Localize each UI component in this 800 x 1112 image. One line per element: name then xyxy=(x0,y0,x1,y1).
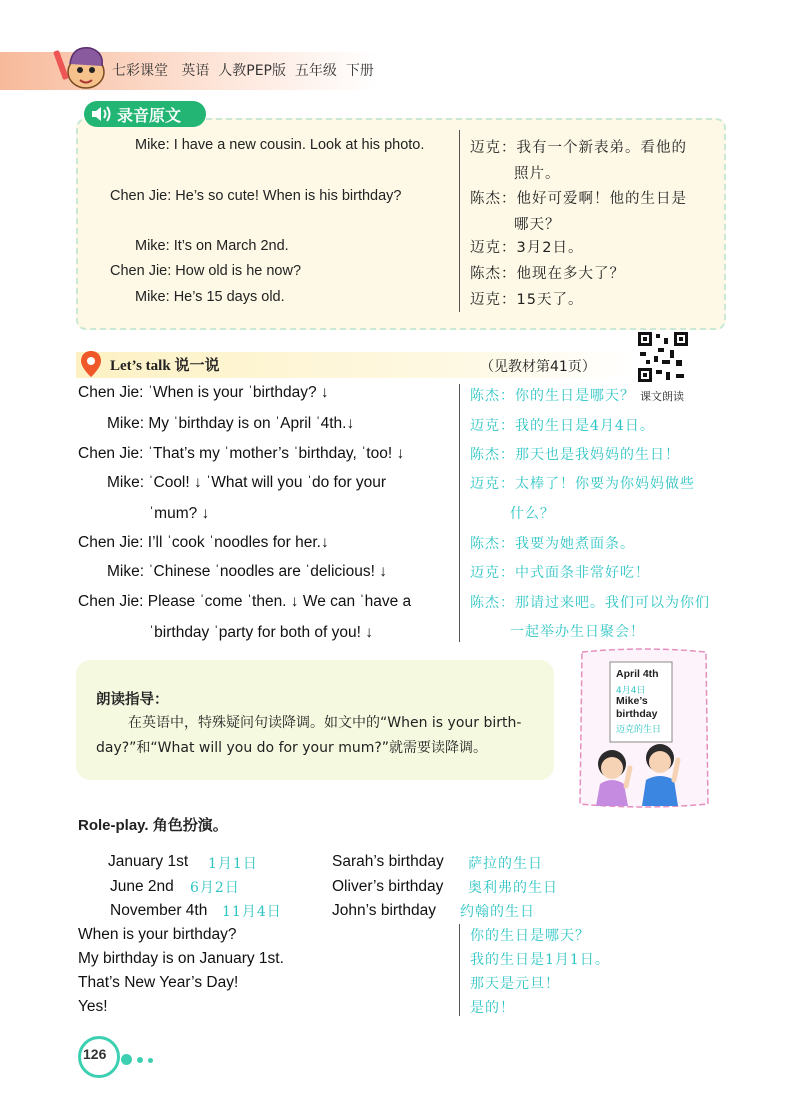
roleplay-title: Role-play. 角色扮演。 xyxy=(78,817,228,834)
rec-zh-5: 迈克：15天了。 xyxy=(470,292,584,308)
rec-en-4: How old is he now? xyxy=(175,263,302,279)
sign-birthday-zh: 迈克的生日 xyxy=(616,725,662,735)
talk-zh-6: 陈杰：我要为她煮面条。 xyxy=(470,536,635,552)
talk-zh-8: 陈杰：那请过来吧。我们可以为你们 xyxy=(470,595,710,611)
talk-zh-3: 陈杰：那天也是我妈妈的生日！ xyxy=(470,447,680,463)
roleplay-dialog-3: That’s New Year’s Day! xyxy=(78,974,239,991)
roleplay-dialog-1: When is your birthday? xyxy=(78,926,237,943)
roleplay-dialog-4: Yes! xyxy=(78,998,108,1015)
roleplay-date-1: January 1st xyxy=(108,853,189,870)
roleplay-date-2-zh: 6月2日 xyxy=(190,880,240,896)
rec-en-3: It’s on March 2nd. xyxy=(173,238,289,254)
qr-caption: 课文朗读 xyxy=(640,390,684,403)
roleplay-birthday-2-zh: 奥利弗的生日 xyxy=(468,880,558,896)
page-dot-3 xyxy=(148,1058,153,1063)
page-dot-1 xyxy=(121,1054,132,1065)
page-dot-2 xyxy=(137,1057,143,1063)
roleplay-birthday-2: Oliver’s birthday xyxy=(332,878,444,895)
recording-divider xyxy=(459,130,460,312)
roleplay-date-3-zh: 11月4日 xyxy=(222,904,282,920)
roleplay-date-2: June 2nd xyxy=(110,878,174,895)
rec-speaker-2: Chen Jie: He’s so cute! When is his birthday? xyxy=(110,188,402,204)
talk-line-7: Mike: ˈChinese ˈnoodles are ˈdelicious! ↓ xyxy=(107,563,387,580)
roleplay-birthday-1-zh: 萨拉的生日 xyxy=(468,856,543,872)
talk-divider xyxy=(459,384,460,642)
roleplay-birthday-3-zh: 约翰的生日 xyxy=(460,904,535,920)
roleplay-dialog-4-zh: 是的！ xyxy=(470,1000,515,1016)
talk-zh-1: 陈杰：你的生日是哪天？ xyxy=(470,388,635,404)
reading-guide-line-1: 在英语中，特殊疑问句读降调。如文中的“When is your birth- xyxy=(128,715,522,731)
header-title xyxy=(112,60,374,80)
talk-zh-2: 迈克：我的生日是4月4日。 xyxy=(470,418,655,434)
talk-line-4: Mike: ˈCool! ↓ ˈWhat will you ˈdo for your xyxy=(107,474,387,491)
talk-line-6: Chen Jie: I’ll ˈcook ˈnoodles for her.↓ xyxy=(78,534,329,551)
talk-zh-9: 一起举办生日聚会！ xyxy=(510,624,645,640)
header-grade: 五年级 xyxy=(294,63,337,79)
talk-title: Let’s talk 说一说 xyxy=(110,358,220,374)
page-number: 126 xyxy=(83,1046,107,1062)
mascot-icon xyxy=(52,40,112,94)
rec-zh-2a: 陈杰：他好可爱啊！他的生日是 xyxy=(470,191,687,207)
sign-date-en: April 4th xyxy=(616,668,659,680)
speaker-icon xyxy=(90,104,112,124)
roleplay-date-1-zh: 1月1日 xyxy=(208,856,258,872)
roleplay-dialog-2-zh: 我的生日是1月1日。 xyxy=(470,952,610,968)
sign-date-zh: 4月4日 xyxy=(616,686,646,696)
talk-line-3: Chen Jie: ˈThat’s my ˈmother’s ˈbirthday, ˈtoo! ↓ xyxy=(78,445,405,462)
reading-guide-line-2: day?”和“What will you do for your mum?”就需要读降调。 xyxy=(96,740,488,756)
rec-en-5: He’s 15 days old. xyxy=(173,289,285,305)
location-pin-icon xyxy=(80,350,102,378)
rec-speaker-5: Mike: He’s 15 days old. xyxy=(135,289,285,305)
sign-birthday-en: birthday xyxy=(616,708,658,720)
rec-en-2: He’s so cute! When is his birthday? xyxy=(175,188,402,204)
roleplay-date-3: November 4th xyxy=(110,902,208,919)
roleplay-dialog-2: My birthday is on January 1st. xyxy=(78,950,284,967)
header-series: 七彩课堂 xyxy=(112,63,168,79)
roleplay-birthday-3: John’s birthday xyxy=(332,902,436,919)
qr-code-icon[interactable] xyxy=(636,330,690,384)
talk-line-2: Mike: My ˈbirthday is on ˈApril ˈ4th.↓ xyxy=(107,415,355,432)
roleplay-birthday-1: Sarah’s birthday xyxy=(332,853,444,870)
talk-line-8: Chen Jie: Please ˈcome ˈthen. ↓ We can ˈhave a xyxy=(78,593,412,610)
talk-zh-7: 迈克：中式面条非常好吃！ xyxy=(470,565,650,581)
rec-zh-2b: 哪天？ xyxy=(514,217,561,233)
rec-en-1: I have a new cousin. Look at his photo. xyxy=(173,137,425,153)
rec-zh-4: 陈杰：他现在多大了？ xyxy=(470,266,625,282)
recording-label: 录音原文 xyxy=(117,106,182,125)
rec-zh-1b: 照片。 xyxy=(514,166,561,182)
talk-zh-5: 什么？ xyxy=(510,506,555,522)
rec-speaker-3: Mike: It’s on March 2nd. xyxy=(135,238,289,254)
rec-zh-1a: 迈克：我有一个新表弟。看他的 xyxy=(470,140,687,156)
rec-zh-3: 迈克：3月2日。 xyxy=(470,240,584,256)
header-volume: 下册 xyxy=(345,63,374,79)
roleplay-dialog-3-zh: 那天是元旦！ xyxy=(470,976,560,992)
textbook-reference: （见教材第41页） xyxy=(480,359,596,375)
talk-zh-4: 迈克：太棒了！你要为你妈妈做些 xyxy=(470,476,695,492)
talk-line-9: ˈbirthday ˈparty for both of you! ↓ xyxy=(149,624,373,641)
rec-speaker-1: Mike: I have a new cousin. Look at his photo. xyxy=(135,137,425,153)
talk-line-5: ˈmum? ↓ xyxy=(149,505,210,522)
sign-name-en: Mike’s xyxy=(616,695,648,707)
reading-guide-title: 朗读指导： xyxy=(96,692,169,708)
talk-line-1: Chen Jie: ˈWhen is your ˈbirthday? ↓ xyxy=(78,384,329,401)
header-subject: 英语 xyxy=(181,63,210,79)
rec-speaker-4: Chen Jie: How old is he now? xyxy=(110,263,302,279)
roleplay-divider xyxy=(459,924,460,1016)
roleplay-dialog-1-zh: 你的生日是哪天？ xyxy=(470,928,590,944)
header-edition: 人教PEP版 xyxy=(218,63,286,79)
